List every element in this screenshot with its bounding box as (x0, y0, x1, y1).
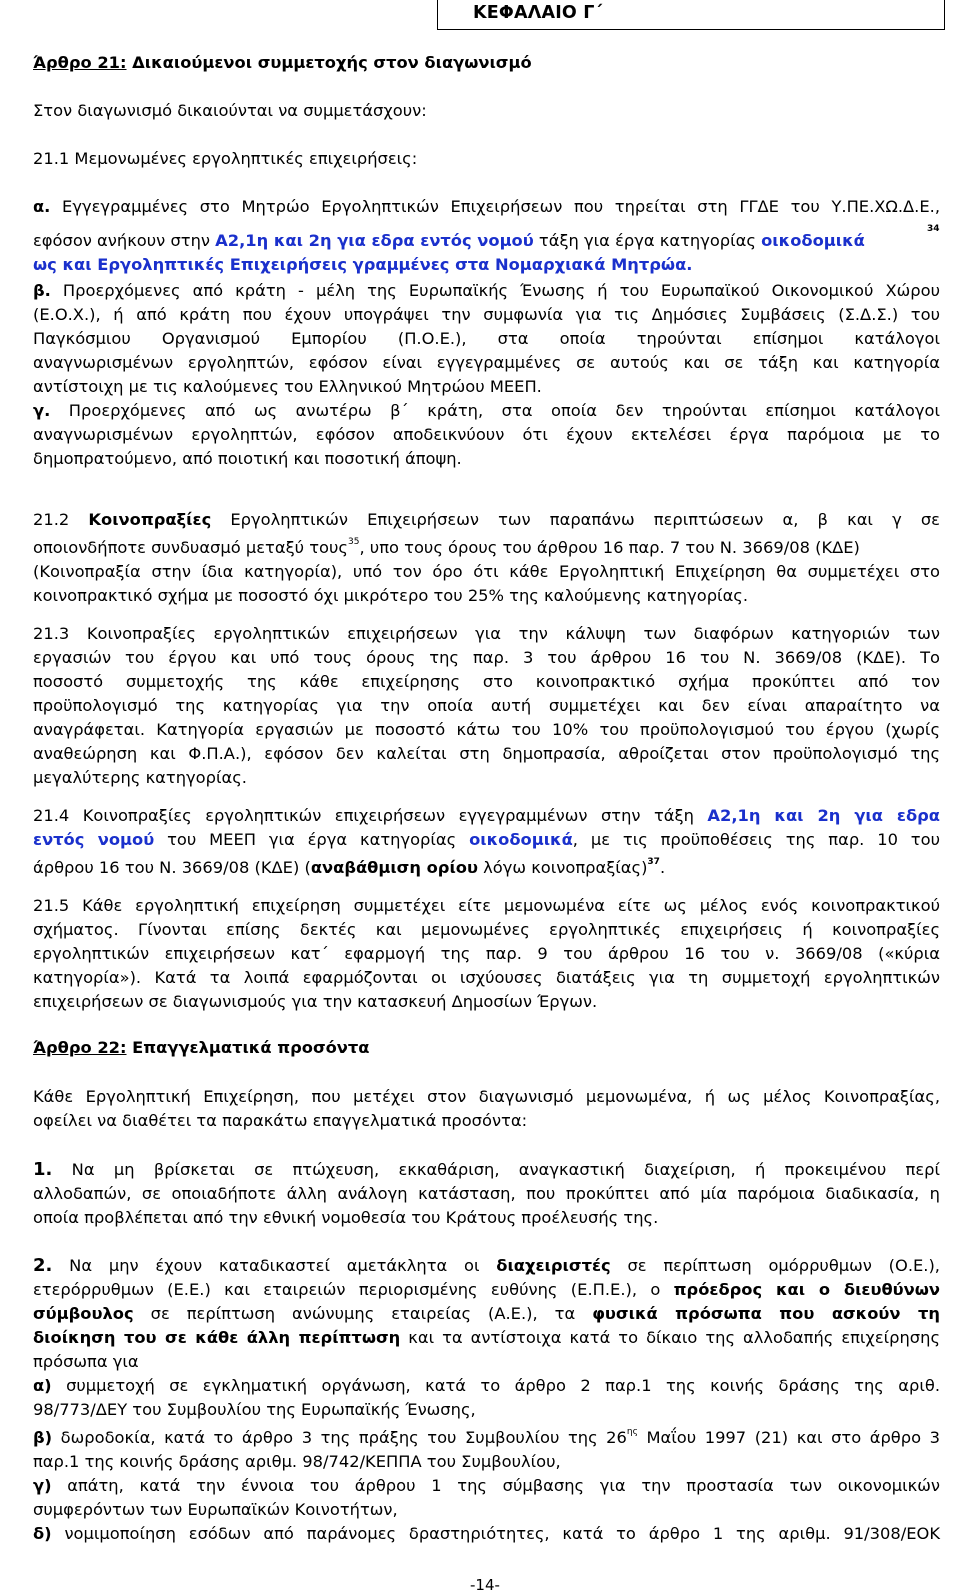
section-21-5-line: 21.5 Κάθε εργοληπτική επιχείρηση συμμετέχει είτε μεμονωμένα είτε ως μέλος ενός κοινοπρακτικού (33, 896, 940, 915)
point-2-line: πρόσωπα για (33, 1352, 139, 1371)
case-g-line: αναγνωρισμένων εργοληπτών, εφόσον αποδεικνύουν ότι έχουν εκτελέσει έργα παρόμοια με το (33, 425, 940, 444)
section-21-3-line: 21.3 Κοινοπραξίες εργοληπτικών επιχειρήσεων για την κάλυψη των διαφόρων κατηγοριών των (33, 624, 940, 643)
point-2-line: ετερόρρυθμων (Ε.Ε.) και εταιρειών περιορισμένης ευθύνης (Ε.Π.Ε.), ο πρόεδρος και ο διευθύνων (33, 1280, 940, 1299)
subpoint-b-line: β) δωροδοκία, κατά το άρθρο 3 της πράξης του Συμβουλίου της $26^{\eta\varsigma}$ Μαΐου 1997 (21) και στο άρθρο 3 (33, 1427, 940, 1447)
footnote-34-marker: 34 (927, 224, 940, 234)
case-g-line: γ. Προερχόμενες από ως ανωτέρω β΄ κράτη, στα οποία δεν τηρούνται επίσημοι κατάλογοι (33, 401, 940, 420)
point-1-line: οποία προβλέπεται από την εθνική νομοθεσία του Κράτους προέλευσής της. (33, 1208, 659, 1227)
document-page (33, 0, 940, 1594)
point-1-line: 1. Να μη βρίσκεται σε πτώχευση, εκκαθάριση, αναγκαστική διαχείριση, ή προκειμένου περί (33, 1159, 940, 1180)
case-b-line: (Ε.Ο.Χ.), ή από κράτη που έχουν υπογράψει την συμφωνία για τις Δημόσιες Συμβάσεις (Σ.Δ.Σ.) του (33, 305, 940, 324)
footnote-35-marker: 35 (347, 537, 360, 547)
case-a-line: α. Εγγεγραμμένες στο Μητρώο Εργοληπτικών Επιχειρήσεων που τηρείται στη ΓΓΔΕ του Υ.ΠΕ.ΧΩ.Δ.Ε., (33, 197, 940, 216)
ordinal-suffix: ης (626, 1427, 638, 1437)
case-b-line: αντίστοιχη με τις καλούμενες του Ελληνικού Μητρώου ΜΕΕΠ. (33, 377, 542, 396)
case-a-line: εφόσον ανήκουν στην Α2,1η και 2η για εδρα εντός νομού τάξη για έργα κατηγορίας οικοδομικά (33, 231, 865, 250)
subpoint-b-line: παρ.1 της κοινής δράσης αριθμ. 98/742/ΚΕΠΠΑ του Συμβουλίου, (33, 1452, 561, 1471)
section-21-2-line: κοινοπρακτικό σχήμα με ποσοστό όχι μικρότερο του 25% της καλούμενης κατηγορίας. (33, 586, 749, 605)
section-21-2-line: οποιονδήποτε συνδυασμό μεταξύ τους$^{35}$, υπο τους όρους του άρθρου 16 παρ. 7 του Ν. 3669/08 (ΚΔΕ) (33, 537, 860, 557)
section-21-4-line: 21.4 Κοινοπραξίες εργοληπτικών επιχειρήσεων εγγεγραμμένων στην τάξη Α2,1η και 2η για εδρα (33, 806, 940, 825)
article-21-title: Άρθρο 21: Δικαιούμενοι συμμετοχής στον διαγωνισμό (33, 53, 532, 72)
case-b-line: β. Προερχόμενες από κράτη - μέλη της Ευρωπαϊκής Ένωσης ή του Ευρωπαϊκού Οικονομικού Χώρου (33, 281, 940, 300)
section-21-3-line: αναγράφεται. Κατηγορία εργασιών με ποσοστό κάτω του 10% του προϋπολογισμού του έργου (χωρίς (33, 720, 940, 739)
section-21-5-line: επιχειρήσεων σε διαγωνισμούς για την κατασκευή Δημοσίων Έργων. (33, 992, 598, 1011)
article-21-intro: Στον διαγωνισμό δικαιούνται να συμμετάσχουν: (33, 101, 427, 120)
section-21-3-line: ποσοστό συμμετοχής της κάθε επιχείρησης στο κοινοπρακτικό σχήμα προκύπτει από τον (33, 672, 940, 691)
point-2-line: 2. Να μην έχουν καταδικαστεί αμετάκλητα οι διαχειριστές σε περίπτωση ομόρρυθμων (Ο.Ε.), (33, 1255, 940, 1276)
section-21-4-line: άρθρου 16 του Ν. 3669/08 (ΚΔΕ) (αναβάθμιση ορίου λόγω κοινοπραξίας)$^{37}$. (33, 857, 666, 877)
point-2-line: διοίκηση του σε κάθε άλλη περίπτωση και τα αντίστοιχα κατά το δίκαιο της αλλοδαπής επιχείρησης (33, 1328, 940, 1347)
section-21-5-line: κατηγορία»). Κατά τα λοιπά εφαρμόζονται οι ισχύουσες διατάξεις για τη συμμετοχή εργοληπτικών (33, 968, 940, 987)
section-21-3-line: προϋπολογισμό της κατηγορίας για την οποία αυτή συμμετέχει και δεν είναι απαραίτητο να (33, 696, 940, 715)
subpoint-c-line: γ) απάτη, κατά την έννοια του άρθρου 1 της σύμβασης για την προστασία των οικονομικών (33, 1476, 940, 1495)
subpoint-d-line: δ) νομιμοποίηση εσόδων από παράνομες δραστηριότητες, κατά το άρθρο 1 της αριθμ. 91/308/ΕΟΚ (33, 1524, 940, 1543)
section-21-5-line: σχήματος. Γίνονται επίσης δεκτές και μεμονωμένες εργοληπτικές επιχειρήσεις ή κοινοπραξίες (33, 920, 940, 939)
point-2-line: σύμβουλος σε περίπτωση ανώνυμης εταιρείας (Α.Ε.), τα φυσικά πρόσωπα που ασκούν τη (33, 1304, 940, 1323)
case-b-line: Παγκόσμιου Οργανισμού Εμπορίου (Π.Ο.Ε.), στα οποία τηρούνται επίσημοι κατάλογοι (33, 329, 940, 348)
section-21-2-line: 21.2 Κοινοπραξίες Εργοληπτικών Επιχειρήσεων των παραπάνω περιπτώσεων α, β και γ σε (33, 510, 940, 529)
section-21-2-line: (Κοινοπραξία στην ίδια κατηγορία), υπό τον όρο ότι κάθε Εργοληπτική Επιχείρηση θα συμμετέχει στο (33, 562, 940, 581)
article-22-intro-line: Κάθε Εργοληπτική Επιχείρηση, που μετέχει στον διαγωνισμό μεμονωμένα, ή ως μέλος Κοινοπραξίας, (33, 1087, 940, 1106)
page-number: -14- (470, 1576, 500, 1594)
section-21-4-line: εντός νομού του ΜΕΕΠ για έργα κατηγορίας οικοδομικά, με τις προϋποθέσεις της παρ. 10 του (33, 830, 940, 849)
subpoint-c-line: συμφερόντων των Ευρωπαϊκών Κοινοτήτων, (33, 1500, 398, 1519)
case-g-line: δημοπρατούμενο, από ποιοτική και ποσοτική άποψη. (33, 449, 462, 468)
article-22-intro-line: οφείλει να διαθέτει τα παρακάτω επαγγελματικά προσόντα: (33, 1111, 528, 1130)
section-21-1: 21.1 Μεμονωμένες εργοληπτικές επιχειρήσεις: (33, 149, 418, 168)
section-21-5-line: εργοληπτικών επιχειρήσεων κατ΄ εφαρμογή της παρ. 9 του άρθρου 16 του ν. 3669/08 («κύρια (33, 944, 940, 963)
section-21-3-line: εργασιών του έργου και υπό τους όρους της παρ. 3 του άρθρου 16 του Ν. 3669/08 (ΚΔΕ). Το (33, 648, 940, 667)
footnote-37-marker: 37 (647, 857, 660, 867)
chapter-title: ΚΕΦΑΛΑΙΟ Γ΄ (473, 3, 603, 23)
subpoint-a-line: α) συμμετοχή σε εγκληματική οργάνωση, κατά το άρθρο 2 παρ.1 της κοινής δράσης της αριθ. (33, 1376, 940, 1395)
article-22-title: Άρθρο 22: Επαγγελματικά προσόντα (33, 1038, 370, 1057)
section-21-3-line: μεγαλύτερης κατηγορίας. (33, 768, 247, 787)
point-1-line: αλλοδαπών, σε οποιαδήποτε άλλη ανάλογη κατάσταση, που προκύπτει από μία παρόμοια διαδικασία, η (33, 1184, 940, 1203)
section-21-3-line: αναθεώρηση και Φ.Π.Α.), εφόσον δεν καλείται στη δημοπρασία, αθροίζεται στον προϋπολογισμό της (33, 744, 940, 763)
case-b-line: αναγνωρισμένων εργοληπτών, εφόσον είναι εγγεγραμμένες σε αυτούς και σε τάξη και κατηγορία (33, 353, 940, 372)
case-a-line: ως και Εργοληπτικές Επιχειρήσεις γραμμένες στα Νομαρχιακά Μητρώα. (33, 255, 693, 274)
subpoint-a-line: 98/773/ΔΕΥ του Συμβουλίου της Ευρωπαϊκής Ένωσης, (33, 1400, 476, 1419)
